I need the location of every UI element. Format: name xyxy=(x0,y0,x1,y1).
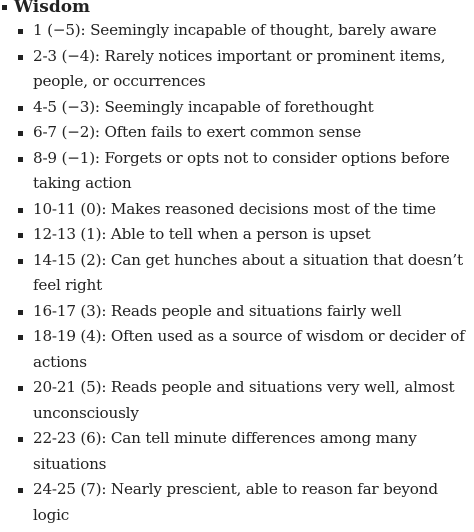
list-item xyxy=(0,44,474,95)
bullet-icon xyxy=(18,233,23,238)
bullet-icon xyxy=(18,488,23,493)
list-item-text: 16-17 (3): Reads people and situations fairly well xyxy=(33,301,402,320)
list-item xyxy=(0,426,474,477)
bullet-icon xyxy=(18,55,23,60)
list-item xyxy=(0,299,474,325)
heading-row xyxy=(0,0,474,18)
list-item-text: 2-3 (−4): Rarely notices important or prominent items, people, or occurrences xyxy=(33,46,446,90)
list-item-text: 20-21 (5): Reads people and situations very well, almost unconsciously xyxy=(33,378,455,422)
bullet-icon xyxy=(18,157,23,162)
list-item xyxy=(0,222,474,248)
list-item xyxy=(0,197,474,223)
bullet-icon xyxy=(18,106,23,111)
list-item-text: 14-15 (2): Can get hunches about a situation that doesn’t feel right xyxy=(33,250,463,294)
bullet-icon xyxy=(18,437,23,442)
list-item-text: 12-13 (1): Able to tell when a person is upset xyxy=(33,225,371,243)
list-item-text: 18-19 (4): Often used as a source of wisdom or decider of actions xyxy=(33,327,465,371)
bullet-icon xyxy=(18,131,23,136)
bullet-icon xyxy=(18,335,23,340)
list-item xyxy=(0,95,474,121)
list-item xyxy=(0,248,474,299)
list-item-text: 22-23 (6): Can tell minute differences among many situations xyxy=(33,429,417,473)
bullet-icon xyxy=(18,208,23,213)
list-item-text: 6-7 (−2): Often fails to exert common sense xyxy=(33,123,362,141)
bullet-icon xyxy=(18,259,23,264)
list-item-text: 8-9 (−1): Forgets or opts not to consider options before taking action xyxy=(33,148,450,192)
list-item xyxy=(0,146,474,197)
list-item xyxy=(0,324,474,375)
bullet-icon xyxy=(18,310,23,315)
list-item xyxy=(0,375,474,426)
list-item-text: 10-11 (0): Makes reasoned decisions most of the time xyxy=(33,199,436,218)
list-item-text: 4-5 (−3): Seemingly incapable of forethought xyxy=(33,97,374,116)
list-item-text: 24-25 (7): Nearly prescient, able to reason far beyond logic xyxy=(33,480,438,524)
list-item xyxy=(0,120,474,146)
heading-bullet-icon xyxy=(2,5,7,10)
section-heading: Wisdom xyxy=(14,0,91,17)
list-item xyxy=(0,477,474,528)
list-item xyxy=(0,18,474,44)
wisdom-score-list xyxy=(0,18,474,528)
bullet-icon xyxy=(18,386,23,391)
list-item-text: 1 (−5): Seemingly incapable of thought, barely aware xyxy=(33,21,437,39)
bullet-icon xyxy=(18,29,23,34)
